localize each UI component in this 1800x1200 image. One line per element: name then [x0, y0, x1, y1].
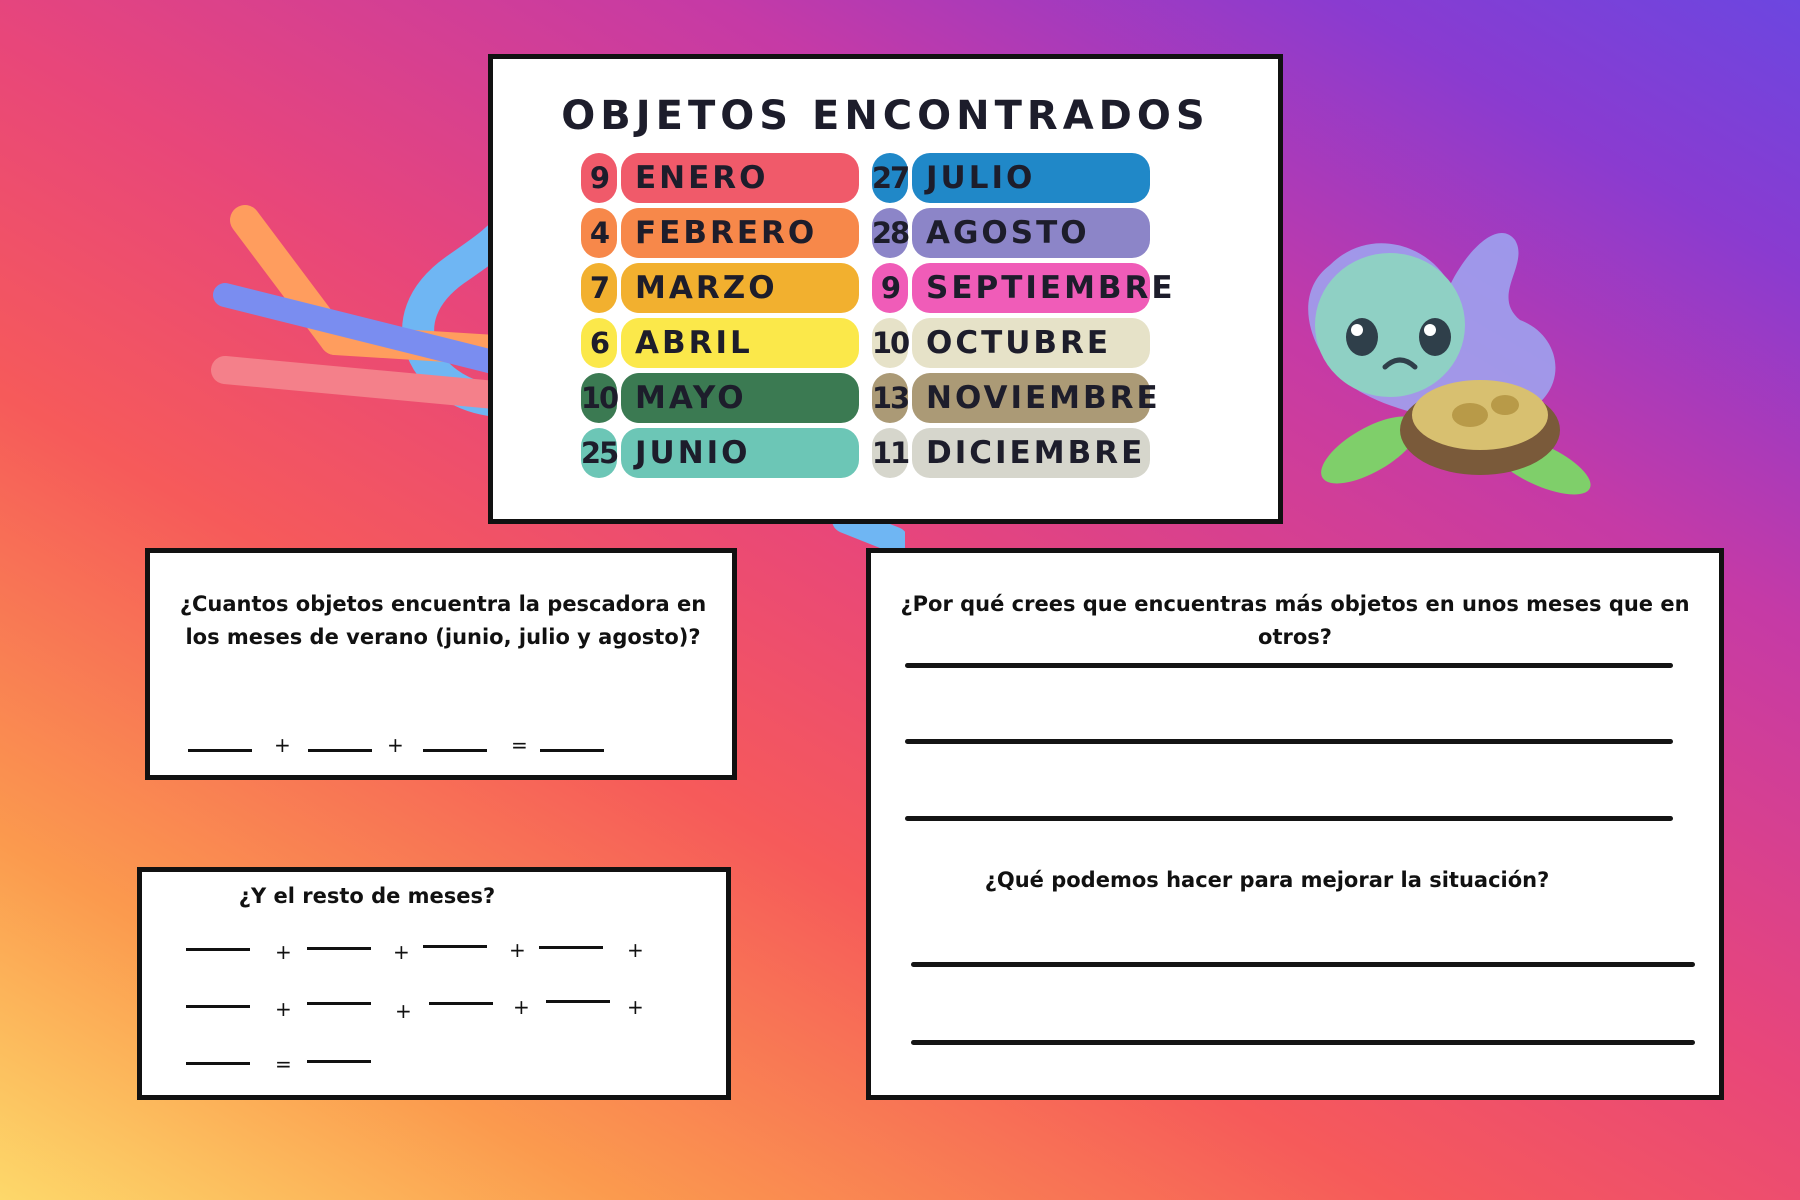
writing-line: [905, 663, 1673, 668]
answer-blank: [186, 1062, 250, 1065]
writing-line: [905, 739, 1673, 744]
plus-sign: +: [274, 733, 291, 757]
plus-sign: +: [275, 997, 292, 1021]
writing-line: [911, 1040, 1695, 1045]
month-count: 27: [872, 153, 908, 203]
month-count: 11: [872, 428, 908, 478]
answer-blank: [539, 946, 603, 949]
plus-sign: +: [513, 995, 530, 1019]
summer-question-text: ¿Cuantos objetos encuentra la pescadora en los meses de verano (junio, julio y agosto)?: [179, 592, 707, 649]
month-count: 13: [872, 373, 908, 423]
month-count: 9: [872, 263, 908, 313]
month-name: AGOSTO: [912, 208, 1150, 258]
answer-blank: [307, 947, 371, 950]
why-question-text: ¿Por qué crees que encuentras más objetos en unos meses que en otros?: [900, 592, 1690, 649]
equals-sign: =: [275, 1052, 292, 1076]
month-count: 7: [581, 263, 617, 313]
answer-blank: [307, 1002, 371, 1005]
month-name: NOVIEMBRE: [912, 373, 1150, 423]
month-count: 10: [581, 373, 617, 423]
answer-blank: [429, 1002, 493, 1005]
month-name: MARZO: [621, 263, 859, 313]
month-name: FEBRERO: [621, 208, 859, 258]
month-name: MAYO: [621, 373, 859, 423]
plus-sign: +: [627, 938, 644, 962]
writing-line: [905, 816, 1673, 821]
answer-blank: [186, 948, 250, 951]
objects-table-card: [488, 54, 1283, 524]
plus-sign: +: [387, 733, 404, 757]
month-count: 10: [872, 318, 908, 368]
answer-blank: [423, 749, 487, 752]
answer-blank: [188, 749, 252, 752]
writing-line: [911, 962, 1695, 967]
table-title: OBJETOS ENCONTRADOS: [561, 93, 1210, 139]
month-name: ENERO: [621, 153, 859, 203]
answer-blank: [423, 945, 487, 948]
answer-blank: [307, 1060, 371, 1063]
plus-sign: +: [393, 940, 410, 964]
plus-sign: +: [509, 938, 526, 962]
answer-blank: [308, 749, 372, 752]
month-count: 25: [581, 428, 617, 478]
improve-question-text: ¿Qué podemos hacer para mejorar la situación?: [984, 868, 1550, 892]
month-count: 4: [581, 208, 617, 258]
summer-question-card: [145, 548, 737, 780]
answer-blank: [186, 1005, 250, 1008]
month-name: DICIEMBRE: [912, 428, 1150, 478]
month-name: ABRIL: [621, 318, 859, 368]
rest-months-question-text: ¿Y el resto de meses?: [238, 884, 496, 908]
month-name: OCTUBRE: [912, 318, 1150, 368]
month-name: JULIO: [912, 153, 1150, 203]
rest-months-question-card: [137, 867, 731, 1100]
month-count: 9: [581, 153, 617, 203]
month-count: 6: [581, 318, 617, 368]
month-count: 28: [872, 208, 908, 258]
answer-blank: [546, 1000, 610, 1003]
answer-blank: [540, 749, 604, 752]
plus-sign: +: [627, 995, 644, 1019]
month-name: SEPTIEMBRE: [912, 263, 1150, 313]
equals-sign: =: [511, 733, 528, 757]
month-name: JUNIO: [621, 428, 859, 478]
reflection-question-card: [866, 548, 1724, 1100]
sad-turtle-icon: [1290, 225, 1620, 525]
plus-sign: +: [395, 999, 412, 1023]
plus-sign: +: [275, 940, 292, 964]
